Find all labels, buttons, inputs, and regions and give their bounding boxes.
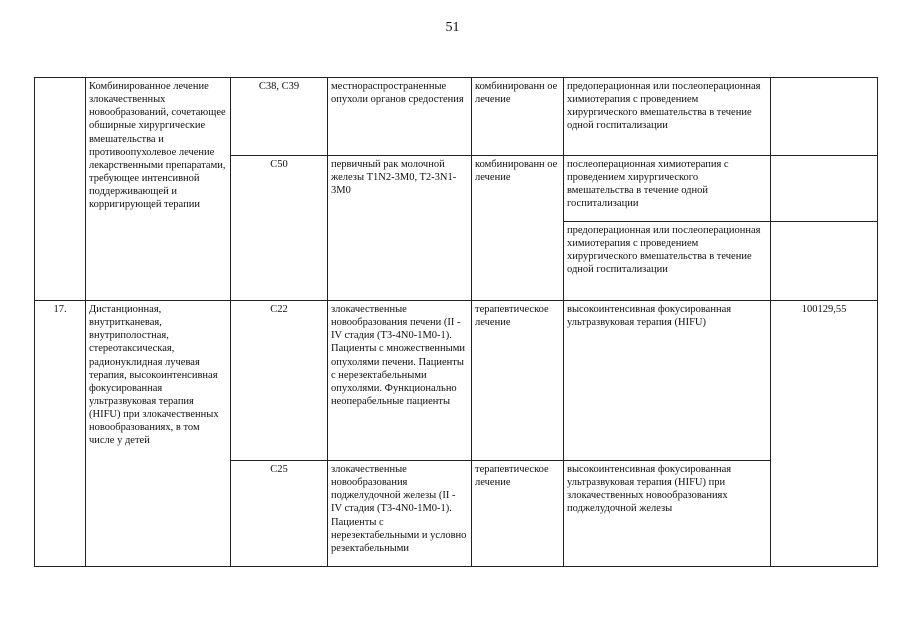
table-row bbox=[35, 78, 878, 156]
row-number-cell bbox=[35, 78, 86, 301]
treatment-method-cell: предоперационная или послеоперационная химиотерапия с проведением хирургического вмешательства в течение одной госпитализации bbox=[564, 78, 771, 156]
treatment-type-cell: комбинированн ое лечение bbox=[472, 78, 564, 156]
icd-code-cell: C25 bbox=[231, 461, 328, 567]
patient-model-cell: местнораспространенные опухоли органов средостения bbox=[328, 78, 472, 156]
icd-code-cell: C22 bbox=[231, 301, 328, 461]
treatment-type-cell: терапевтическое лечение bbox=[472, 301, 564, 461]
price-cell bbox=[771, 156, 878, 222]
treatment-method-cell: высокоинтенсивная фокусированная ультразвуковая терапия (HIFU) bbox=[564, 301, 771, 461]
medical-care-table bbox=[34, 77, 878, 567]
page-number: 51 bbox=[445, 20, 460, 35]
price-cell bbox=[771, 78, 878, 156]
icd-code-cell: C38, C39 bbox=[231, 78, 328, 156]
patient-model-cell: злокачественные новообразования поджелудочной железы (II - IV стадия (T3-4N0-1M0-1). Пациенты с нерезектабельными и условно резектабельными bbox=[328, 461, 472, 567]
care-type-cell: Комбинированное лечение злокачественных новообразований, сочетающее обширные хирургические вмешательства и противоопухолевое лечение лекарственными препаратами, требующее интенсивной поддерживающей и корригирующей терапии bbox=[86, 78, 231, 301]
care-type-cell: Дистанционная, внутритканевая, внутриполостная, стереотаксическая, радионуклидная лучевая терапия, высокоинтенсивная фокусированная ультразвуковая терапия (HIFU) при злокачественных новообразованиях, в том числе у детей bbox=[86, 301, 231, 567]
price-cell: 100129,55 bbox=[771, 301, 878, 567]
row-number-cell: 17. bbox=[35, 301, 86, 567]
patient-model-cell: первичный рак молочной железы T1N2-3M0, T2-3N1-3M0 bbox=[328, 156, 472, 301]
patient-model-cell: злокачественные новообразования печени (II - IV стадия (T3-4N0-1M0-1). Пациенты с множественными опухолями печени. Пациенты с нерезектабельными опухолями. Функционально неоперабельные пациенты bbox=[328, 301, 472, 461]
table-row bbox=[35, 301, 878, 461]
icd-code-cell: C50 bbox=[231, 156, 328, 301]
treatment-type-cell: терапевтическое лечение bbox=[472, 461, 564, 567]
treatment-method-cell: предоперационная или послеоперационная химиотерапия с проведением хирургического вмешательства в течение одной госпитализации bbox=[564, 222, 771, 301]
treatment-method-cell: послеоперационная химиотерапия с проведением хирургического вмешательства в течение одной госпитализации bbox=[564, 156, 771, 222]
price-cell bbox=[771, 222, 878, 301]
treatment-method-cell: высокоинтенсивная фокусированная ультразвуковая терапия (HIFU) при злокачественных новообразованиях поджелудочной железы bbox=[564, 461, 771, 567]
treatment-type-cell: комбинированн ое лечение bbox=[472, 156, 564, 301]
